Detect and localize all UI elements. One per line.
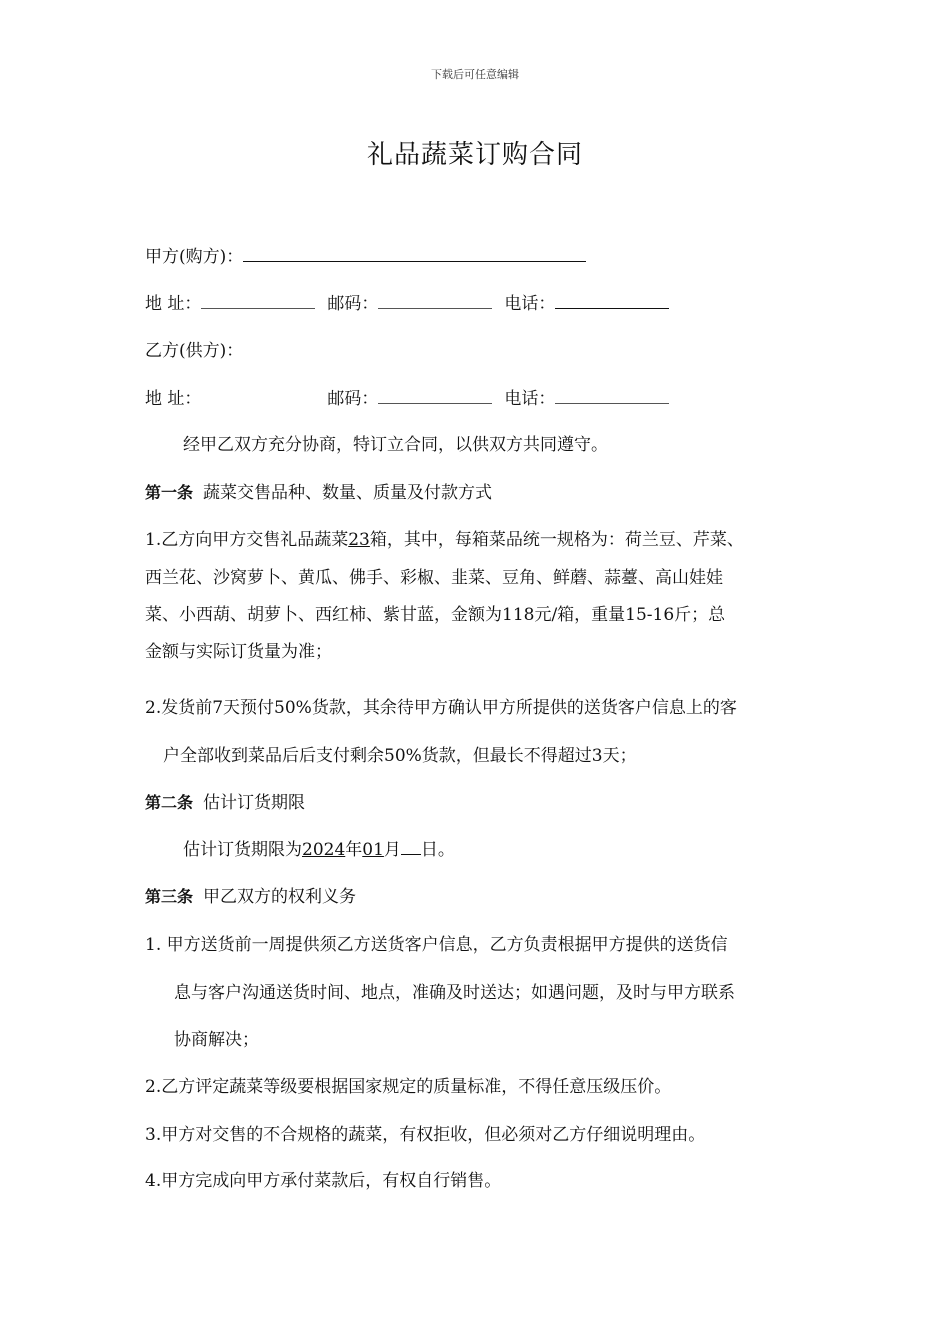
order-month: 01 (362, 840, 384, 860)
article3-item1-line3: 协商解决； (174, 1030, 259, 1050)
party-a-postcode-blank[interactable] (378, 292, 492, 309)
order-year: 2024 (302, 840, 346, 860)
party-b-label: 乙方(供方)： (145, 341, 244, 361)
party-a-phone-label: 电话： (504, 294, 556, 314)
article1-item1-line1 (145, 529, 744, 551)
party-b-address-label: 地 址： (145, 389, 202, 409)
party-a-address-label: 地 址： (145, 294, 202, 314)
article1-item1-text-cont: 箱，其中，每箱菜品统一规格为：荷兰豆、芹菜、 (369, 530, 744, 550)
article1-item2-line1: 2.发货前7天预付50%货款，其余待甲方确认甲方所提供的送货客户信息上的客 (145, 698, 737, 718)
party-a-line (145, 245, 586, 268)
party-b-postcode-label: 邮码： (327, 389, 379, 409)
article2-heading: 第二条 (145, 793, 194, 812)
article1-heading: 第一条 (145, 483, 194, 502)
article1-title: 蔬菜交售品种、数量、质量及付款方式 (203, 483, 493, 503)
article3-item3: 3.甲方对交售的不合规格的蔬菜，有权拒收，但必须对乙方仔细说明理由。 (145, 1125, 706, 1145)
party-a-label: 甲方(购方)： (145, 247, 244, 267)
month-unit: 月 (383, 840, 401, 860)
party-a-contact-line (145, 292, 669, 315)
article3-heading: 第三条 (145, 887, 194, 906)
party-b-postcode-blank[interactable] (378, 387, 492, 404)
order-day-blank[interactable] (401, 838, 421, 855)
article1-item1-text: 1.乙方向甲方交售礼品蔬菜 (145, 530, 349, 550)
year-unit: 年 (345, 840, 363, 860)
party-a-phone-blank[interactable] (555, 292, 669, 309)
article3-item4: 4.甲方完成向甲方承付菜款后，有权自行销售。 (145, 1171, 502, 1191)
party-a-postcode-label: 邮码： (327, 294, 379, 314)
article1-heading-line (145, 482, 492, 504)
contract-title: 礼品蔬菜订购合同 (366, 140, 583, 170)
header-note: 下载后可任意编辑 (431, 68, 519, 81)
article1-item1-line4: 金额与实际订货量为准； (145, 642, 332, 662)
article2-title: 估计订货期限 (203, 793, 306, 813)
preamble: 经甲乙双方充分协商，特订立合同，以供双方共同遵守。 (183, 435, 608, 455)
party-b-line (145, 340, 243, 362)
box-quantity: 23 (348, 530, 370, 550)
article3-heading-line (145, 886, 356, 908)
party-b-phone-label: 电话： (504, 389, 556, 409)
party-b-contact-line (145, 387, 669, 410)
article2-text-line (183, 838, 455, 861)
article3-item1-line2: 息与客户沟通送货时间、地点，准确及时送达；如遇问题，及时与甲方联系 (174, 983, 735, 1003)
article3-title: 甲乙双方的权利义务 (203, 887, 357, 907)
day-unit: 日。 (420, 840, 455, 860)
article3-item1-line1: 1. 甲方送货前一周提供须乙方送货客户信息，乙方负责根据甲方提供的送货信 (145, 935, 728, 955)
article3-item2: 2.乙方评定蔬菜等级要根据国家规定的质量标准，不得任意压级压价。 (145, 1077, 672, 1097)
article2-heading-line (145, 792, 305, 814)
party-a-address-blank[interactable] (201, 292, 315, 309)
article1-item1-line3: 菜、小西葫、胡萝卜、西红柿、紫甘蓝，金额为118元/箱，重量15-16斤；总 (145, 605, 726, 625)
party-b-phone-blank[interactable] (555, 387, 669, 404)
article2-text: 估计订货期限为 (183, 840, 302, 860)
article1-item1-line2: 西兰花、沙窝萝卜、黄瓜、佛手、彩椒、韭菜、豆角、鲜蘑、蒜薹、高山娃娃 (145, 568, 723, 588)
party-a-name-blank[interactable] (243, 245, 586, 262)
article1-item2-line2: 户全部收到菜品后后支付剩余50%货款，但最长不得超过3天； (163, 746, 637, 766)
